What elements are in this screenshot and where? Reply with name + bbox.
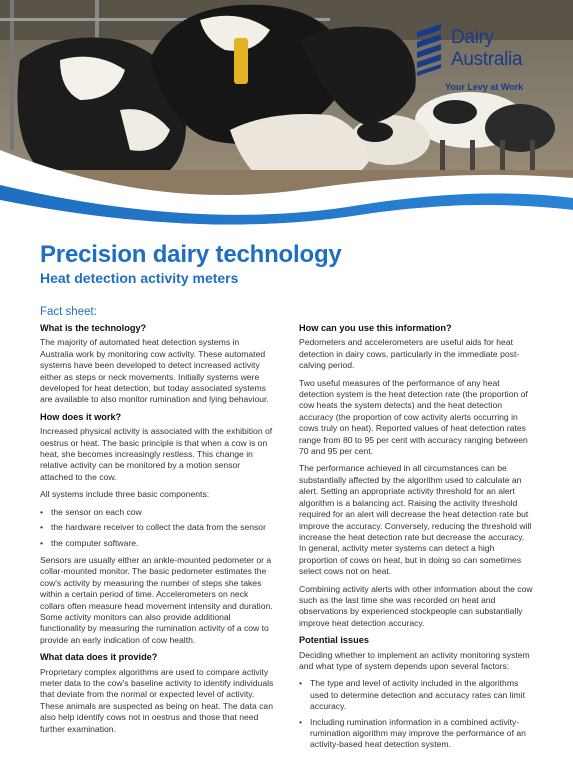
list-item: • the sensor on each cow (40, 507, 274, 518)
page-subtitle: Heat detection activity meters (40, 270, 239, 286)
list-item: • The type and level of activity included in the algorithms used to determine detection and accuracy rates can limit accuracy. (299, 678, 533, 712)
paragraph: Pedometers and accelerometers are useful aids for heat detection in dairy cows, particularly in the immediate post-calving period. (299, 337, 520, 371)
logo-tagline: Your Levy at Work (445, 82, 524, 92)
factor-list (299, 678, 533, 750)
page-title: Precision dairy technology (40, 241, 342, 268)
ear-tag-icon (234, 38, 248, 84)
paragraph: Two useful measures of the performance of any heat detection system is the heat detection rate (the proportion of cow heats the system detects) and the heat detection accuracy (the proportion of cow activity alerts occurring in cows truly on heat). Reported values of heat detection rates range from 80 to 95 per cent with accuracy ranging between 70 and 95 per cent. (299, 377, 528, 457)
logo-name-line2: Australia (451, 49, 523, 70)
paragraph: The performance achieved in all circumstances can be substantially affected by the algorithm used to calculate an alert. Setting an appropriate activity threshold for an alert algorithm is a balancing act. Raising the activity threshold required for an alert will decrease the heat detection rate but improve the accuracy. Conversely, reducing the threshold will increase the heat detection rate but decrease the accuracy. In general, activity meter systems can detect a high proportion of cows on heat, but in doing so can sometimes select cows not on heat. (299, 463, 532, 577)
paragraph: The majority of automated heat detection systems in Australia work by monitoring cow activity. These automated systems have been developed to detect increased activity either as steps or neck movements. Initially systems were developed for heat detection, but today associated systems are available to also monitor rumination and lying behaviour. (40, 337, 269, 405)
paragraph: Combining activity alerts with other information about the cow such as the last time she was recorded on heat and observations by experienced stockpeople can substantially improve heat detection accuracy. (299, 583, 533, 628)
logo-stripes-icon (415, 24, 445, 76)
hero-image (0, 0, 573, 235)
list-item: • Including rumination information in a combined activity-rumination algorithm may improve the performance of an activity-based heat detection system. (299, 717, 533, 751)
left-column (40, 323, 274, 741)
paragraph: All systems include three basic components: (40, 489, 210, 500)
paragraph: Deciding whether to implement an activity monitoring system and what type of system depends upon several factors: (299, 649, 530, 671)
paragraph: Increased physical activity is associated with the exhibition of oestrus or heat. The basic principle is that when a cow is on heat, she becomes increasingly restless. This change in relative activity can be monitored by a motion sensor attached to the cow. (40, 426, 273, 482)
list-item: • the hardware receiver to collect the data from the sensor (40, 522, 274, 533)
dairy-australia-logo (415, 22, 545, 102)
right-column (299, 323, 533, 757)
logo-name-line1: Dairy (451, 27, 494, 48)
list-item: • the computer software. (40, 538, 274, 549)
fact-sheet-label: Fact sheet: (40, 306, 97, 318)
paragraph: Sensors are usually either an ankle-mounted pedometer or a collar-mounted monitor. The basic pedometer estimates the cow's activity by measuring the number of steps she takes within a certain period of time. Accelerometers on neck collars often measure head movement intensity and duration. Some activity monitors can also provide additional functionality by measuring the rumination activity of a cow to provide an early indication of cow health. (40, 554, 273, 645)
component-list (40, 507, 274, 549)
paragraph: Proprietary complex algorithms are used to compare activity meter data to the cow's baseline activity to identify individuals that deviate from the normal or expected level of activity. These animals are suspected as being on heat. The data can also help identify cows not in oestrus and those that need further examination. (40, 666, 274, 734)
section-heading: How can you use this information? (299, 323, 452, 333)
section-heading: How does it work? (40, 411, 122, 422)
section-heading: Potential issues (299, 635, 369, 646)
section-heading: What is the technology? (40, 323, 147, 333)
section-heading: What data does it provide? (40, 652, 158, 663)
